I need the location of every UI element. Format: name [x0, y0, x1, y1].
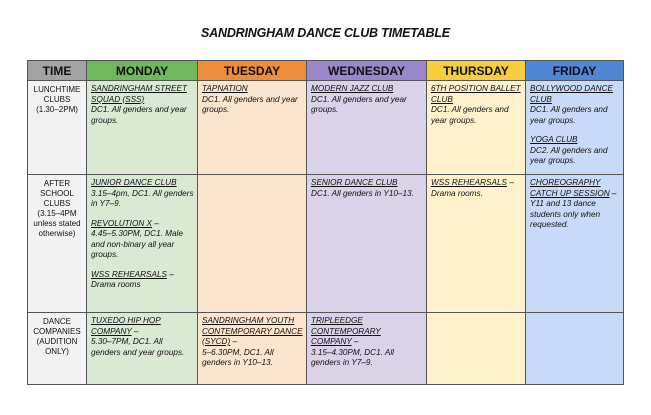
club-entry: [311, 178, 423, 199]
club-name: 6TH POSITION BALLET CLUB: [431, 84, 521, 104]
club-entry: [91, 219, 194, 261]
club-name: TRIPLEEDGE CONTEMPORARY COMPANY: [311, 316, 381, 346]
header-thursday: THURSDAY: [427, 61, 526, 81]
time-cell: [28, 175, 87, 313]
friday-cell: [526, 81, 624, 175]
friday-cell: [526, 313, 624, 385]
club-name: JUNIOR DANCE CLUB: [91, 178, 177, 187]
time-line: SCHOOL: [40, 189, 74, 198]
dance-companies-row: [28, 313, 624, 385]
header-time: TIME: [28, 61, 87, 81]
club-name: TUXEDO HIP HOP COMPANY: [91, 316, 161, 336]
club-text: [431, 178, 522, 199]
club-details: DC1. All genders and year groups.: [530, 105, 608, 125]
club-details: DC1. All genders in Y10–13.: [311, 188, 414, 198]
club-entry: [431, 178, 522, 199]
club-entry: [530, 135, 620, 167]
header-monday: MONDAY: [87, 61, 198, 81]
club-details: Drama rooms: [91, 280, 141, 289]
club-text: [431, 84, 522, 126]
club-entry: [202, 84, 303, 116]
time-cell: [28, 313, 87, 385]
club-details: DC1. All genders and year groups.: [91, 105, 187, 125]
time-line: (3.15–4PM: [37, 209, 77, 218]
time-line: ONLY): [45, 347, 69, 356]
club-name: CHOREOGRAPHY CATCH UP SESSION: [530, 178, 610, 198]
club-entry: [530, 84, 620, 126]
lunchtime-row: [28, 81, 624, 175]
club-entry: [311, 84, 423, 116]
club-name: SANDRINGHAM YOUTH CONTEMPORARY DANCE (SYCD): [202, 316, 303, 346]
club-name: SENIOR DANCE CLUB: [311, 178, 398, 187]
club-entry: [311, 316, 423, 369]
club-separator: –: [506, 178, 514, 187]
header-row: [28, 61, 624, 81]
club-name: WSS REHEARSALS: [91, 269, 167, 279]
after-school-row: [28, 175, 624, 313]
club-entry: [91, 84, 194, 126]
club-entry: [91, 316, 194, 358]
club-text: [91, 270, 194, 291]
club-separator: –: [230, 337, 238, 346]
wednesday-cell: [307, 313, 427, 385]
club-details: DC2. All genders and year groups.: [530, 145, 608, 165]
club-separator: –: [151, 218, 159, 228]
club-details: 5.30–7PM, DC1. All genders and year groups.: [91, 337, 185, 357]
monday-cell: [87, 313, 198, 385]
club-name: REVOLUTION X: [91, 218, 152, 228]
time-line: (AUDITION: [36, 337, 78, 346]
club-text: [530, 84, 620, 126]
time-line: otherwise): [38, 229, 76, 238]
club-details: 3.15–4pm, DC1. All genders in Y7–9.: [91, 188, 194, 208]
tuesday-cell: [198, 313, 307, 385]
club-text: [91, 84, 194, 126]
header-wednesday: WEDNESDAY: [307, 61, 427, 81]
club-name: YOGA CLUB: [530, 135, 578, 144]
club-separator: –: [609, 188, 617, 198]
club-name: SANDRINGHAM STREET SQUAD (SSS): [91, 84, 187, 104]
club-name: TAPNATION: [202, 84, 248, 93]
club-name: WSS REHEARSALS: [431, 178, 507, 187]
club-text: [311, 316, 423, 369]
club-entry: [202, 316, 303, 369]
tuesday-cell: [198, 175, 307, 313]
header-tuesday: TUESDAY: [198, 61, 307, 81]
thursday-cell: [427, 175, 526, 313]
time-line: (1.30–2PM): [36, 105, 78, 114]
club-entry: [431, 84, 522, 126]
time-line: CLUBS: [43, 199, 71, 208]
club-details: DC1. All genders and year groups.: [431, 105, 509, 125]
monday-cell: [87, 81, 198, 175]
time-line: CLUBS: [43, 95, 71, 104]
club-details: 5–6.30PM, DC1. All genders in Y10–13.: [202, 347, 274, 367]
tuesday-cell: [198, 81, 307, 175]
club-text: [530, 135, 620, 167]
time-line: unless stated: [33, 219, 81, 228]
club-separator: –: [131, 326, 139, 336]
friday-cell: [526, 175, 624, 313]
club-name: MODERN JAZZ CLUB: [311, 84, 394, 93]
club-details: DC1. All genders and year groups.: [202, 94, 298, 114]
club-entry: [91, 270, 194, 291]
time-cell: [28, 81, 87, 175]
time-line: COMPANIES: [33, 327, 81, 336]
page-title: SANDRINGHAM DANCE CLUB TIMETABLE: [201, 26, 450, 40]
time-line: LUNCHTIME: [33, 85, 81, 94]
club-text: [91, 219, 194, 261]
club-text: [91, 316, 194, 358]
club-name: BOLLYWOOD DANCE CLUB: [530, 84, 613, 104]
club-text: [311, 178, 423, 199]
wednesday-cell: [307, 175, 427, 313]
timetable: [27, 60, 624, 385]
club-entry: [530, 178, 620, 231]
header-friday: FRIDAY: [526, 61, 624, 81]
thursday-cell: [427, 313, 526, 385]
club-details: DC1. All genders and year groups.: [311, 94, 407, 114]
thursday-cell: [427, 81, 526, 175]
club-separator: –: [351, 337, 359, 346]
club-details: 4.45–5.30PM, DC1. Male and non-binary all year groups.: [91, 229, 183, 259]
club-text: [311, 84, 423, 116]
club-details: 3.15–4.30PM, DC1. All genders in Y7–9.: [311, 347, 394, 367]
club-details: Drama rooms.: [431, 188, 483, 198]
club-details: Y11 and 13 dance students only when requested.: [530, 199, 601, 229]
club-text: [91, 178, 194, 210]
time-line: DANCE: [42, 317, 71, 326]
club-text: [202, 84, 303, 116]
club-separator: –: [166, 269, 174, 279]
club-text: [202, 316, 303, 369]
club-text: [530, 178, 620, 231]
wednesday-cell: [307, 81, 427, 175]
time-line: AFTER: [43, 179, 71, 188]
club-entry: [91, 178, 194, 210]
monday-cell: [87, 175, 198, 313]
